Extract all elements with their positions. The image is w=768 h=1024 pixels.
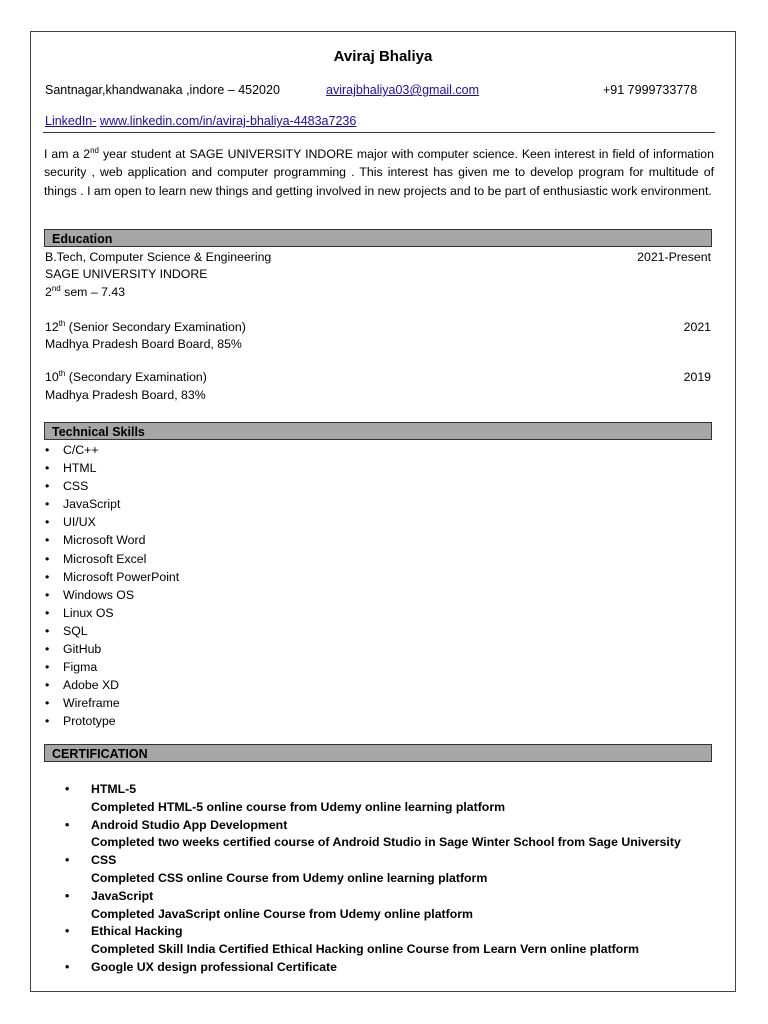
linkedin-url-link[interactable]: www.linkedin.com/in/aviraj-bhaliya-4483a7236	[99, 114, 357, 128]
linkedin-label[interactable]: LinkedIn-	[45, 114, 97, 128]
list-item: • Linux OS	[45, 604, 179, 622]
summary-paragraph: I am a 2nd year student at SAGE UNIVERSITY INDORE major with computer science. Keen interest in field of information security , web application and computer programming . This interest has given me to develop program for multitude of things . I am open to learn new things and getting involved in new projects and to be part of enthusiastic work environment.	[44, 145, 714, 198]
address: Santnagar,khandwanaka ,indore – 452020	[45, 83, 280, 97]
cert-title: • CSS	[91, 853, 117, 868]
btech-degree: B.Tech, Computer Science & Engineering	[45, 250, 272, 264]
list-item: • SQL	[45, 622, 179, 640]
twelfth-exam: 12th (Senior Secondary Examination)	[45, 318, 246, 334]
btech-school: SAGE UNIVERSITY INDORE	[45, 267, 208, 281]
list-item	[65, 781, 681, 817]
tenth-exam: 10th (Secondary Examination)	[45, 368, 207, 384]
list-item	[65, 852, 681, 888]
candidate-name: Aviraj Bhaliya	[333, 48, 433, 65]
cert-title: • Google UX design professional Certificate	[91, 959, 337, 974]
cert-description: Completed Skill India Certified Ethical Hacking online Course from Learn Vern online platform	[91, 942, 639, 957]
btech-year: 2021-Present	[637, 250, 711, 264]
twelfth-board: Madhya Pradesh Board Board, 85%	[45, 337, 242, 351]
list-item: • Prototype	[45, 712, 179, 730]
linkedin-row	[45, 114, 356, 128]
list-item: • Wireframe	[45, 694, 179, 712]
list-item: • Microsoft Excel	[45, 550, 179, 568]
cert-title: • Ethical Hacking	[91, 924, 183, 939]
cert-description: Completed JavaScript online Course from Udemy online platform	[91, 906, 473, 921]
technical-skills-heading: Technical Skills	[44, 422, 712, 440]
list-item: • JavaScript	[45, 495, 179, 513]
cert-title: • Android Studio App Development	[91, 817, 288, 832]
education-heading: Education	[44, 229, 712, 247]
twelfth-year: 2021	[683, 320, 711, 334]
list-item: • Microsoft PowerPoint	[45, 568, 179, 586]
list-item: • Adobe XD	[45, 676, 179, 694]
list-item	[65, 923, 681, 959]
cert-title: • JavaScript	[91, 888, 154, 903]
list-item	[65, 888, 681, 924]
list-item: • GitHub	[45, 640, 179, 658]
tenth-year: 2019	[683, 370, 711, 384]
list-item: • Figma	[45, 658, 179, 676]
phone-number: +91 7999733778	[603, 83, 698, 97]
certification-heading: CERTIFICATION	[44, 744, 712, 762]
tenth-board: Madhya Pradesh Board, 83%	[45, 388, 206, 402]
btech-semester-score: 2nd sem – 7.43	[45, 283, 126, 299]
cert-description: Completed HTML-5 online course from Udemy online learning platform	[91, 799, 506, 814]
list-item: • Microsoft Word	[45, 531, 179, 549]
list-item	[65, 959, 681, 977]
resume-page	[30, 31, 736, 992]
list-item: • Windows OS	[45, 586, 179, 604]
list-item: • HTML	[45, 459, 179, 477]
list-item: • C/C++	[45, 441, 179, 459]
email-link[interactable]: avirajbhaliya03@gmail.com	[326, 83, 480, 97]
header-divider	[43, 132, 715, 133]
cert-title: • HTML-5	[91, 782, 137, 796]
list-item: • UI/UX	[45, 513, 179, 531]
list-item: • CSS	[45, 477, 179, 495]
cert-description: Completed two weeks certified course of Android Studio in Sage Winter School from Sage University	[91, 835, 681, 850]
cert-description: Completed CSS online Course from Udemy online learning platform	[91, 870, 488, 885]
list-item	[65, 817, 681, 853]
certification-list	[65, 781, 681, 977]
skills-list	[45, 441, 179, 731]
